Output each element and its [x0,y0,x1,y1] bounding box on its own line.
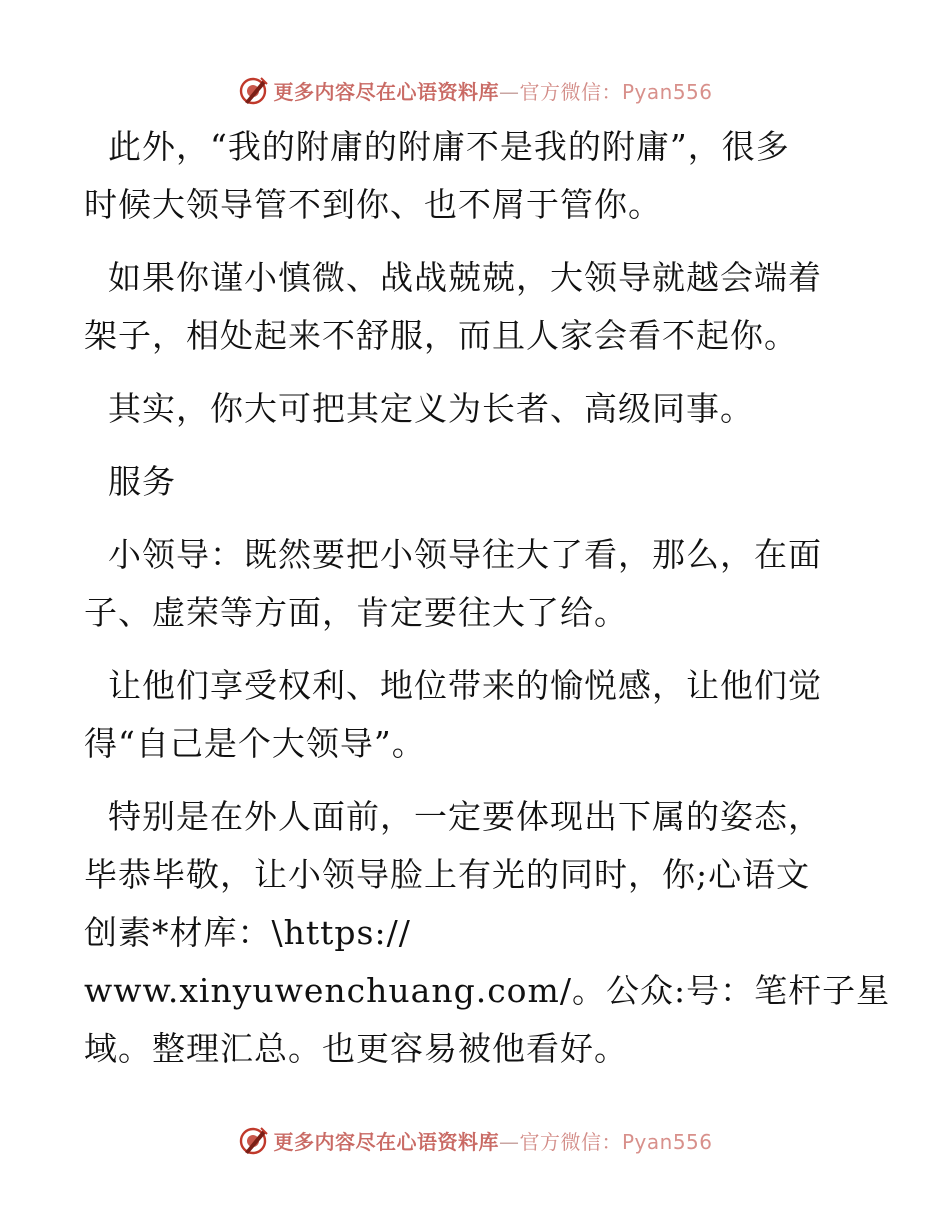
watermark-brand: 更多内容尽在心语资料库 [273,79,499,104]
text-line: 子、虚荣等方面，肯定要往大了给。 [84,593,628,632]
watermark-separator: — [498,79,520,104]
watermark-brand: 更多内容尽在心语资料库 [273,1129,499,1154]
watermark-separator: — [498,1129,520,1154]
watermark-wechat-id: Pyan556 [621,1129,713,1154]
pen-logo-icon [237,1124,269,1156]
text-line: 毕恭毕敬，让小领导脸上有光的同时，你;心语文 [84,855,811,894]
paragraph-3 [96,380,836,438]
text-line: 域。整理汇总。也更容易被他看好。 [84,1029,628,1068]
document-body [84,118,891,1093]
watermark-text [273,1126,712,1155]
paragraph-7 [84,788,891,1078]
text-line: 特别是在外人面前，一定要体现出下属的姿态， [108,797,822,836]
text-line: 时候大领导管不到你、也不屑于管你。 [84,185,662,224]
watermark-footer [0,1120,950,1160]
pen-logo-icon [237,74,269,106]
watermark-wechat-label: 官方微信： [519,79,622,104]
text-line: 小领导：既然要把小领导往大了看，那么，在面 [108,535,822,574]
text-line: 让他们享受权利、地位带来的愉悦感，让他们觉 [108,666,822,705]
text-line: 如果你谨小慎微、战战兢兢，大领导就越会端着 [108,258,822,297]
section-heading-service [96,453,836,511]
text-line: 其实，你大可把其定义为长者、高级同事。 [108,389,754,428]
watermark-header [0,70,950,110]
text-line: 创素*材库：\https:// [84,913,411,952]
paragraph-2 [84,249,836,365]
text-line: 得“自己是个大领导”。 [84,724,426,763]
paragraph-1 [84,118,836,234]
paragraph-6 [84,657,836,773]
watermark-wechat-id: Pyan556 [621,79,713,104]
text-line: 服务 [108,462,176,501]
watermark-wechat-label: 官方微信： [519,1129,622,1154]
text-line: 架子，相处起来不舒服，而且人家会看不起你。 [84,316,798,355]
text-line: www.xinyuwenchuang.com/。公众:号：笔杆子星 [84,971,891,1010]
watermark-text [273,76,712,105]
text-line: 此外，“我的附庸的附庸不是我的附庸”，很多 [108,127,790,166]
paragraph-5 [84,526,836,642]
